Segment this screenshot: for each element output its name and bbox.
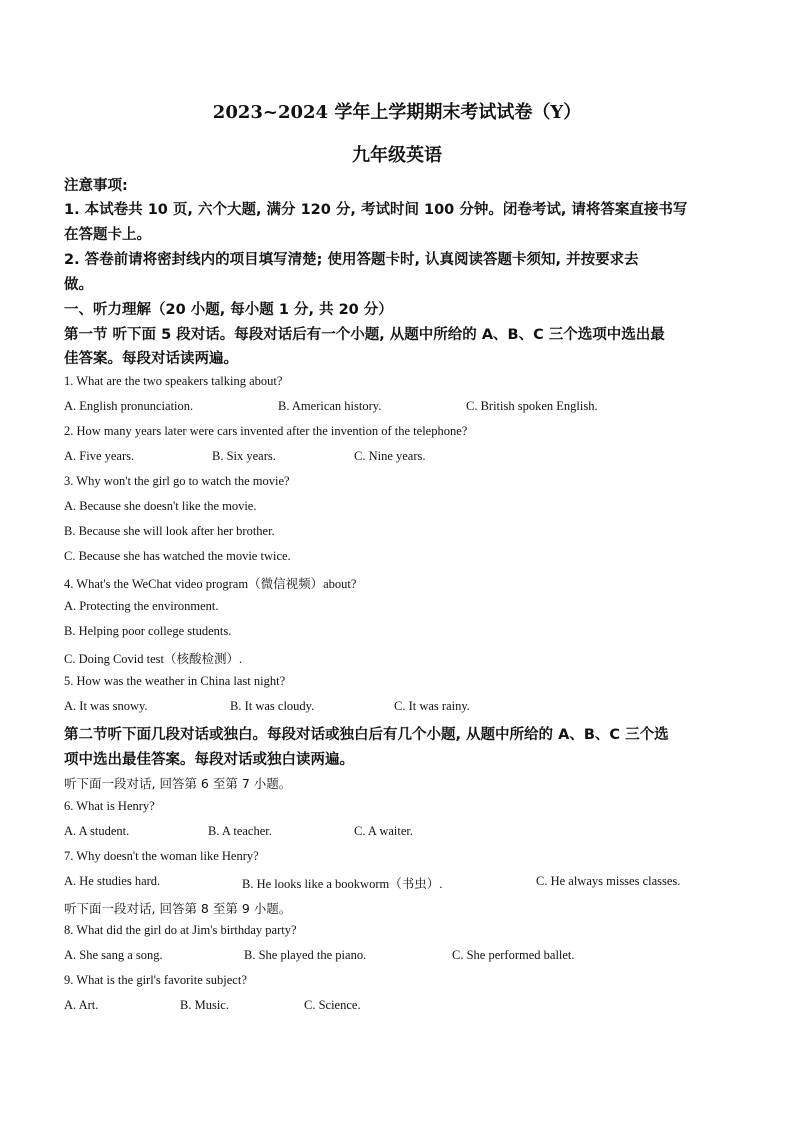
notice-item-2: 2. 答卷前请将密封线内的项目填写清楚; 使用答题卡时, 认真阅读答题卡须知, 并按要求去 bbox=[64, 252, 639, 268]
q2-option-b: B. Six years. bbox=[212, 449, 276, 463]
q7-option-b: B. He looks like a bookworm（书虫）. bbox=[242, 877, 443, 891]
question-3: 3. Why won't the girl go to watch the movie? bbox=[64, 474, 290, 488]
notice-item-1-cont: 在答题卡上。 bbox=[64, 227, 151, 243]
q8-option-a: A. She sang a song. bbox=[64, 948, 163, 962]
q4-option-a: A. Protecting the environment. bbox=[64, 599, 219, 613]
q7-option-c: C. He always misses classes. bbox=[536, 874, 681, 888]
q9-option-a: A. Art. bbox=[64, 998, 99, 1012]
q1-option-a: A. English pronunciation. bbox=[64, 399, 194, 413]
notice-item-2-cont: 做。 bbox=[64, 277, 93, 293]
instruction-q8-q9: 听下面一段对话, 回答第 8 至第 9 小题。 bbox=[64, 901, 292, 916]
q5-option-b: B. It was cloudy. bbox=[230, 699, 315, 713]
q2-option-a: A. Five years. bbox=[64, 449, 135, 463]
question-5: 5. How was the weather in China last night? bbox=[64, 674, 286, 688]
notice-item-1: 1. 本试卷共 10 页, 六个大题, 满分 120 分, 考试时间 100 分钟。闭卷考试, 请将答案直接书写 bbox=[64, 202, 688, 218]
question-9: 9. What is the girl's favorite subject? bbox=[64, 973, 247, 987]
q6-option-c: C. A waiter. bbox=[354, 824, 414, 838]
question-6: 6. What is Henry? bbox=[64, 799, 155, 813]
instruction-q6-q7: 听下面一段对话, 回答第 6 至第 7 小题。 bbox=[64, 776, 292, 791]
q5-option-a: A. It was snowy. bbox=[64, 699, 148, 713]
q9-option-c: C. Science. bbox=[304, 998, 361, 1012]
q6-option-a: A. A student. bbox=[64, 824, 130, 838]
q3-option-a: A. Because she doesn't like the movie. bbox=[64, 499, 257, 513]
q7-option-a: A. He studies hard. bbox=[64, 874, 161, 888]
exam-subtitle: 九年级英语 bbox=[352, 145, 442, 166]
notice-heading: 注意事项: bbox=[64, 178, 128, 194]
q9-option-b: B. Music. bbox=[180, 998, 229, 1012]
q8-option-c: C. She performed ballet. bbox=[452, 948, 575, 962]
q6-option-b: B. A teacher. bbox=[208, 824, 272, 838]
q3-option-b: B. Because she will look after her brother. bbox=[64, 524, 275, 538]
q1-option-c: C. British spoken English. bbox=[466, 399, 598, 413]
question-7: 7. Why doesn't the woman like Henry? bbox=[64, 849, 259, 863]
section-heading: 一、听力理解（20 小题, 每小题 1 分, 共 20 分） bbox=[64, 302, 393, 318]
exam-title: 2023~2024 学年上学期期末考试试卷（Y） bbox=[212, 102, 582, 123]
question-8: 8. What did the girl do at Jim's birthday party? bbox=[64, 923, 297, 937]
q1-option-b: B. American history. bbox=[278, 399, 382, 413]
q5-option-c: C. It was rainy. bbox=[394, 699, 470, 713]
q3-option-c: C. Because she has watched the movie twice. bbox=[64, 549, 291, 563]
q4-option-b: B. Helping poor college students. bbox=[64, 624, 232, 638]
part2-instructions-cont: 项中选出最佳答案。每段对话或独白读两遍。 bbox=[64, 752, 354, 768]
question-2: 2. How many years later were cars invented after the invention of the telephone? bbox=[64, 424, 468, 438]
question-1: 1. What are the two speakers talking about? bbox=[64, 374, 283, 388]
question-4: 4. What's the WeChat video program（微信视频）about? bbox=[64, 577, 357, 591]
q4-option-c: C. Doing Covid test（核酸检测）. bbox=[64, 652, 243, 666]
q8-option-b: B. She played the piano. bbox=[244, 948, 367, 962]
q2-option-c: C. Nine years. bbox=[354, 449, 426, 463]
part1-instructions-cont: 佳答案。每段对话读两遍。 bbox=[64, 351, 238, 367]
part2-instructions: 第二节听下面几段对话或独白。每段对话或独白后有几个小题, 从题中所给的 A、B、C 三个选 bbox=[64, 727, 669, 743]
part1-instructions: 第一节 听下面 5 段对话。每段对话后有一个小题, 从题中所给的 A、B、C 三个选项中选出最 bbox=[64, 327, 665, 343]
